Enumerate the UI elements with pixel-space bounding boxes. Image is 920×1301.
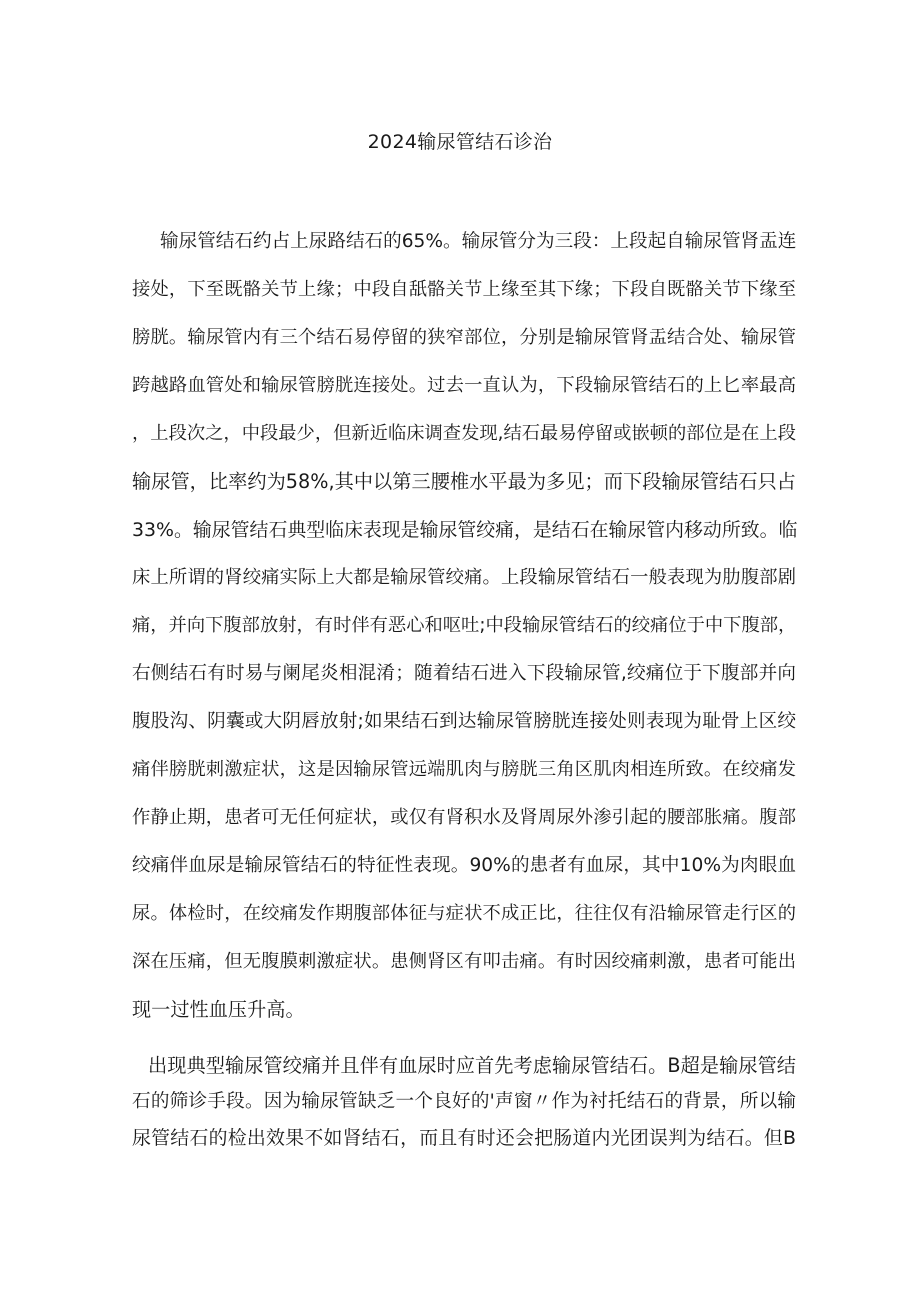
text-line: 深在压痛，但无腹膜刺激症状。患侧肾区有叩击痛。有时因绞痛刺激，患者可能出 [132,951,796,972]
text-line: 腹股沟、阴囊或大阴唇放射;如果结石到达输尿管膀胱连接处则表现为耻骨上区绞 [132,711,796,732]
text-line: 绞痛伴血尿是输尿管结石的特征性表现。90%的患者有血尿，其中10%为肉眼血 [132,855,796,876]
text-line: 输尿管结石约占上尿路结石的65%。输尿管分为三段：上段起自输尿管肾盂连 [160,231,797,252]
text-line: 尿管结石的检出效果不如肾结石，而且有时还会把肠道内光团误判为结石。但B [132,1127,796,1149]
text-line: 右侧结石有时易与阑尾炎相混淆；随着结石进入下段输尿管,绞痛位于下腹部并向 [132,663,796,684]
text-line: 作静止期，患者可无任何症状，或仅有肾积水及肾周尿外渗引起的腰部胀痛。腹部 [132,807,796,828]
text-line: 出现典型输尿管绞痛并且伴有血尿时应首先考虑输尿管结石。B超是输尿管结 [148,1054,796,1077]
text-line: 跨越路血管处和输尿管膀胱连接处。过去一直认为，下段输尿管结石的上匕率最高 [132,375,796,396]
text-line: 石的筛诊手段。因为输尿管缺乏一个良好的'声窗〃作为衬托结石的背景，所以输 [132,1091,796,1112]
text-line: 痛，并向下腹部放射，有时伴有恶心和呕吐;中段输尿管结石的绞痛位于中下腹部， [132,615,797,636]
text-line: 痛伴膀胱刺激症状，这是因输尿管远端肌肉与膀胱三角区肌肉相连所致。在绞痛发 [132,759,796,780]
text-line: 输尿管，比率约为58%,其中以第三腰椎水平最为多见；而下段输尿管结石只占 [132,470,796,493]
text-line: 尿。体检时，在绞痛发作期腹部体征与症状不成正比，往往仅有沿输尿管走行区的 [132,903,796,924]
text-line: 现一过性血压升高。 [132,998,305,1021]
text-line: 接处，下至既骼关节上缘；中段自舐骼关节上缘至其下缘；下段自既骼关节下缘至 [132,279,796,300]
text-line: 33%。输尿管结石典型临床表现是输尿管绞痛，是结石在输尿管内移动所致。临 [132,519,798,541]
text-line: 床上所谓的肾绞痛实际上大都是输尿管绞痛。上段输尿管结石一般表现为肋腹部剧 [132,567,796,588]
text-line: ，上段次之，中段最少，但新近临床调查发现,结石最易停留或嵌顿的部位是在上段 [132,423,796,444]
document-title: 2024输尿管结石诊治 [367,131,553,153]
text-line: 膀胱。输尿管内有三个结石易停留的狭窄部位，分别是输尿管肾盂结合处、输尿管 [132,327,796,348]
